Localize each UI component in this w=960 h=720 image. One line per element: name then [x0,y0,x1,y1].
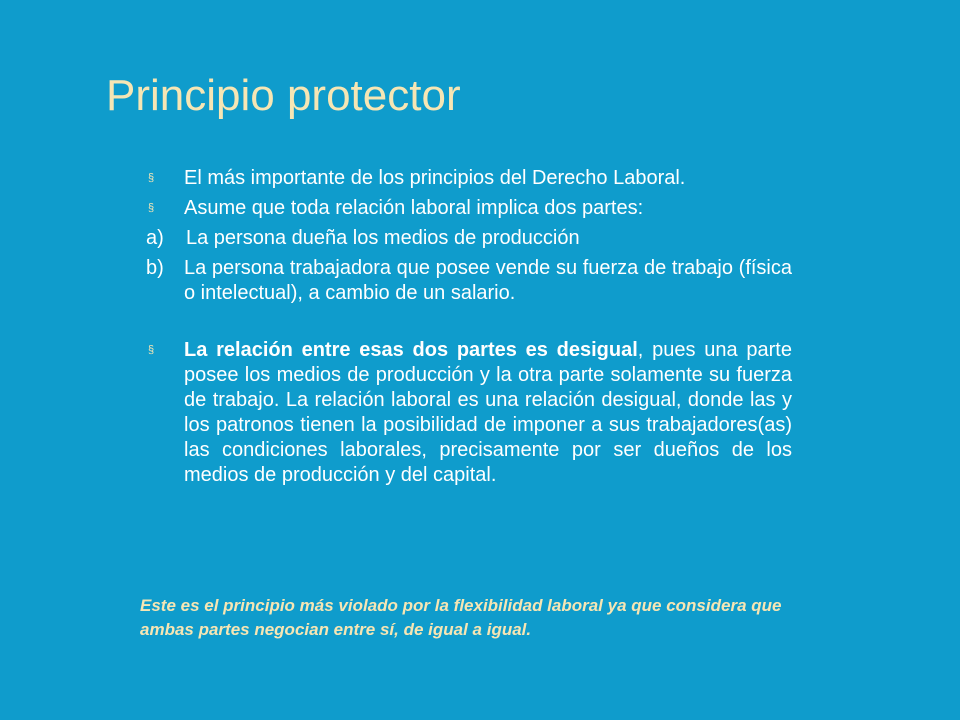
bullet-text: Asume que toda relación laboral implica dos partes: [184,197,644,219]
square-bullet-icon: § [148,344,155,356]
key-point-bold: La relación entre esas dos partes es desigual [184,339,638,361]
bullet-item [146,196,792,221]
key-point-text: , pues una parte posee los medios de producción y la otra parte solamente su fuerza de trabajo. La relación laboral es una relación desigual, donde las y los patronos tienen la posibilidad de imponer a sus trabajadores(as) las condiciones laborales, precisamente por ser dueños de los medios de producción y del capital. [184,339,792,486]
bullet-item [146,166,792,191]
slide-body [146,166,792,493]
spacer [146,311,792,338]
sub-item-text: La persona dueña los medios de producción [186,227,580,249]
slide-title: Principio protector [106,71,461,120]
sub-item-a [146,226,792,251]
bullet-text: El más importante de los principios del Derecho Laboral. [184,167,686,189]
key-point-item [146,338,792,488]
square-bullet-icon: § [148,172,155,184]
sub-item-b [146,256,792,306]
highlight-note: Este es el principio más violado por la flexibilidad laboral ya que considera que ambas partes negocian entre sí, de igual a igual. [140,596,782,639]
sub-item-marker: b) [146,257,164,279]
square-bullet-icon: § [148,202,155,214]
sub-item-marker: a) [146,227,164,249]
sub-item-text: La persona trabajadora que posee vende su fuerza de trabajo (física o intelectual), a cambio de un salario. [184,257,792,304]
